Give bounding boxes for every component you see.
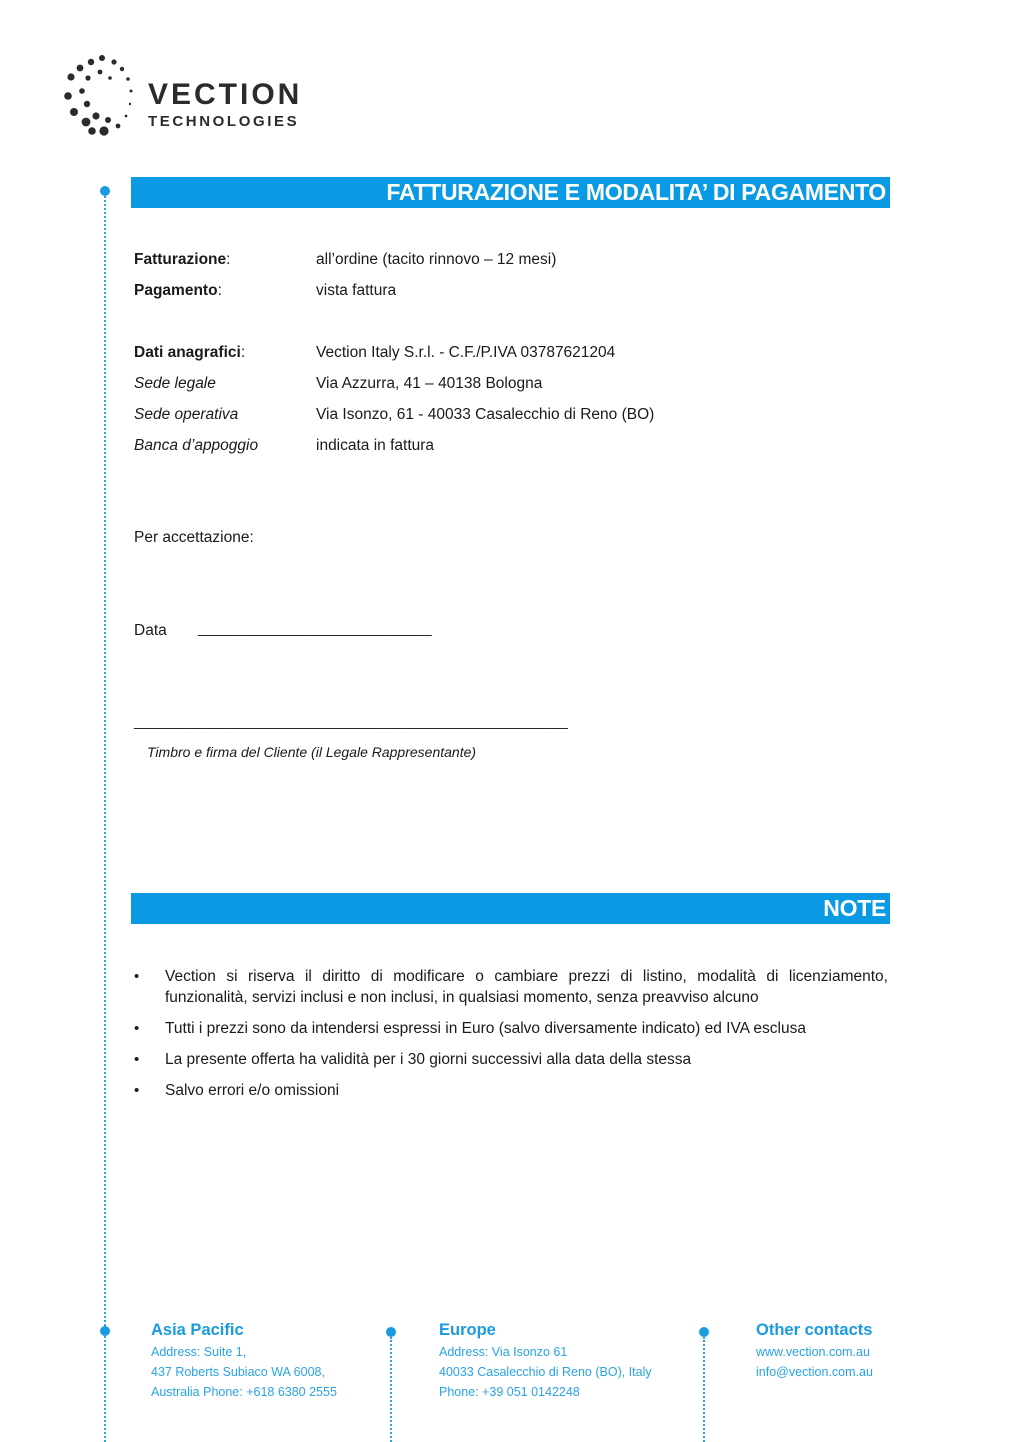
note-text: Tutti i prezzi sono da intendersi espressi in Euro (salvo diversamente indicato) ed IVA esclusa bbox=[165, 1020, 806, 1037]
brand-subtitle: TECHNOLOGIES bbox=[148, 113, 300, 130]
footer-address: Address: Suite 1, bbox=[151, 1345, 247, 1359]
timeline-line bbox=[390, 1337, 392, 1442]
company-data-label bbox=[134, 343, 245, 363]
note-text: La presente offerta ha validità per i 30 giorni successivi alla data della stessa bbox=[165, 1051, 692, 1068]
label-text: Dati anagrafici bbox=[134, 344, 241, 361]
footer-address: 40033 Casalecchio di Reno (BO), Italy bbox=[439, 1365, 652, 1379]
footer-title: Asia Pacific bbox=[151, 1321, 244, 1339]
payment-label bbox=[134, 281, 222, 301]
footer-email-link[interactable]: info@vection.com.au bbox=[756, 1365, 873, 1379]
footer-europe bbox=[439, 1320, 652, 1402]
label-text: Fatturazione bbox=[134, 251, 227, 268]
signature-caption: Timbro e firma del Cliente (il Legale Rappresentante) bbox=[147, 744, 477, 760]
section-header-notes bbox=[131, 893, 890, 924]
footer-title: Europe bbox=[439, 1321, 496, 1339]
list-item bbox=[134, 966, 888, 1008]
footer-phone: Australia Phone: +618 6380 2555 bbox=[151, 1385, 337, 1399]
footer-asia bbox=[151, 1320, 337, 1402]
footer-other bbox=[756, 1320, 873, 1382]
payment-value: vista fattura bbox=[316, 282, 397, 299]
colon: : bbox=[240, 344, 246, 361]
note-text: Salvo errori e/o omissioni bbox=[165, 1082, 340, 1099]
timeline-line bbox=[104, 196, 106, 1326]
list-item bbox=[134, 1018, 888, 1039]
footer-title: Other contacts bbox=[756, 1321, 873, 1339]
timeline-dot bbox=[100, 1326, 110, 1336]
acceptance-label: Per accettazione: bbox=[134, 529, 254, 546]
colon: : bbox=[226, 251, 231, 268]
brand-name: VECTION bbox=[148, 78, 303, 111]
footer-address: Address: Via Isonzo 61 bbox=[439, 1345, 568, 1359]
bullet-icon: • bbox=[134, 1082, 140, 1099]
colon: : bbox=[217, 282, 222, 299]
footer-phone: Phone: +39 051 0142248 bbox=[439, 1385, 580, 1399]
footer-address: 437 Roberts Subiaco WA 6008, bbox=[151, 1365, 325, 1379]
bullet-icon: • bbox=[134, 968, 140, 985]
billing-value: all’ordine (tacito rinnovo – 12 mesi) bbox=[316, 251, 557, 268]
timeline-dot bbox=[100, 186, 110, 196]
date-line: ____________________________ bbox=[198, 620, 432, 637]
list-item bbox=[134, 1080, 888, 1101]
bank-value: indicata in fattura bbox=[316, 437, 435, 454]
label-text: Pagamento bbox=[134, 282, 218, 299]
section-title: NOTE bbox=[823, 895, 886, 921]
bullet-icon: • bbox=[134, 1020, 140, 1037]
company-data-value: Vection Italy S.r.l. - C.F./P.IVA 03787621204 bbox=[316, 344, 616, 361]
timeline-line bbox=[703, 1337, 705, 1442]
operating-office-value: Via Isonzo, 61 - 40033 Casalecchio di Reno (BO) bbox=[316, 406, 655, 423]
timeline-dot bbox=[699, 1327, 709, 1337]
registered-office-value: Via Azzurra, 41 – 40138 Bologna bbox=[316, 375, 543, 392]
section-header-billing bbox=[131, 177, 890, 208]
list-item bbox=[134, 1049, 888, 1070]
signature-line: ____________________________________________________ bbox=[134, 713, 568, 730]
note-text: Vection si riserva il diritto di modificare o cambiare prezzi di listino, modalità di licenziamento, funzionalità, servizi inclusi e non inclusi, in qualsiasi momento, senza preavviso alcuno bbox=[165, 968, 888, 1006]
date-label: Data bbox=[134, 622, 167, 639]
registered-office-label: Sede legale bbox=[134, 375, 216, 392]
timeline-dot bbox=[386, 1327, 396, 1337]
notes-list bbox=[134, 966, 888, 1111]
bank-label: Banca d’appoggio bbox=[134, 437, 259, 454]
footer-website-link[interactable]: www.vection.com.au bbox=[756, 1345, 870, 1359]
logo-dots-icon bbox=[60, 54, 150, 144]
timeline-line bbox=[104, 1336, 106, 1442]
section-title: FATTURAZIONE E MODALITA’ DI PAGAMENTO bbox=[386, 179, 886, 205]
billing-label bbox=[134, 250, 230, 270]
operating-office-label: Sede operativa bbox=[134, 406, 239, 423]
bullet-icon: • bbox=[134, 1051, 140, 1068]
